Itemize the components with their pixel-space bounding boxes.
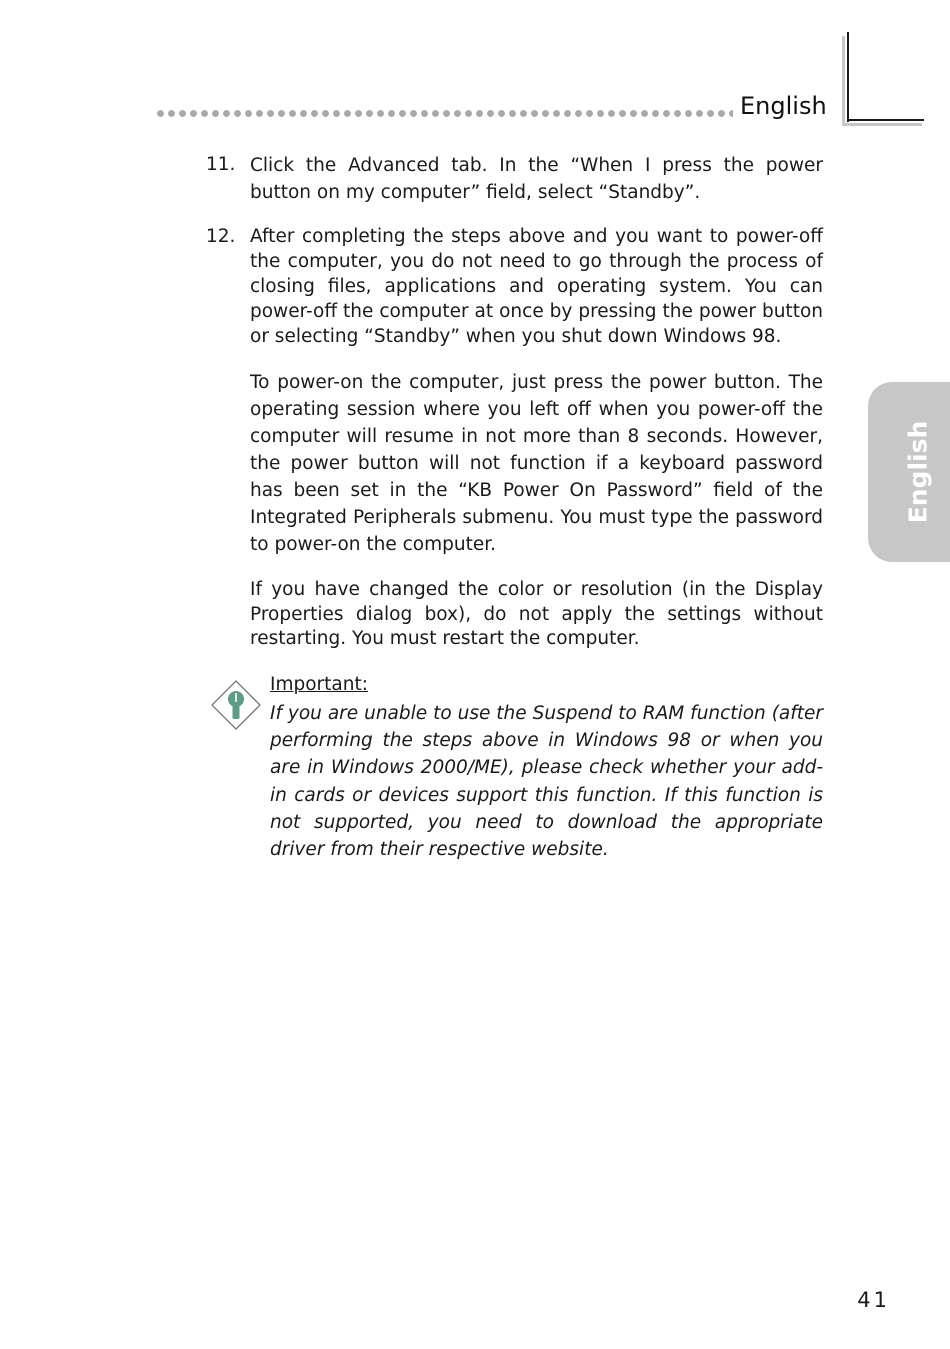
corner-mark-shadow-horizontal <box>842 123 922 126</box>
side-language-tab <box>868 382 950 562</box>
step-text: Click the Advanced tab. In the “When I press the power button on my computer” field, select “Standby”. <box>250 155 823 203</box>
corner-mark-vertical <box>847 32 849 122</box>
key-icon <box>210 679 262 731</box>
corner-mark-horizontal <box>847 119 924 121</box>
important-title: Important: <box>270 674 368 695</box>
page-number: 41 <box>857 1288 890 1312</box>
header-language-label: English <box>740 92 827 120</box>
header-dot-rule <box>155 109 733 118</box>
body-paragraph: To power-on the computer, just press the power button. The operating session where you left off when you power-off the computer will resume in not more than 8 seconds. However, the power button will not function if a keyboard password has been set in the “KB Power On Password” field of the Integrated Peripherals submenu. You must type the password to power-on the computer. <box>250 372 823 555</box>
side-tab-label: English <box>903 420 933 524</box>
body-paragraph: If you have changed the color or resolution (in the Display Properties dialog box), do not apply the settings without restarting. You must restart the computer. <box>250 579 823 649</box>
step-item <box>206 152 823 206</box>
important-note-text: If you are unable to use the Suspend to RAM function (after performing the steps above in Windows 98 or when you are in Windows 2000/ME), please check whether your add-in cards or devices support this function. If this function is not supported, you need to download the appropriate driver from their respective website. <box>270 703 823 861</box>
step-number: 11. <box>206 154 236 175</box>
step-item <box>206 224 823 349</box>
corner-mark-shadow-vertical <box>842 36 845 126</box>
step-text: After completing the steps above and you want to power-off the computer, you do not need to go through the process of closing files, applications and operating system. You can power-off the computer at once by pressing the power button or selecting “Standby” when you shut down Windows 98. <box>250 226 823 347</box>
step-number: 12. <box>206 226 236 247</box>
